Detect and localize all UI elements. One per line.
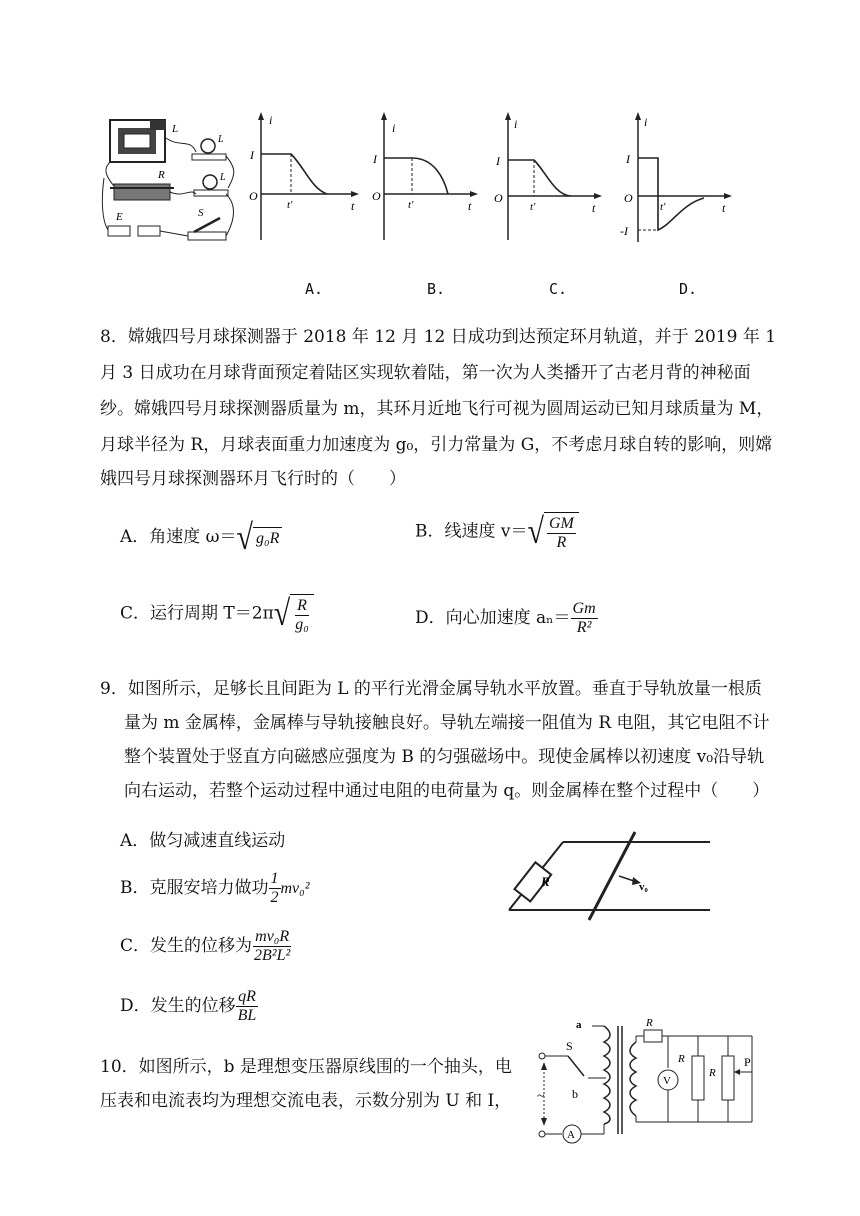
switch-label-s: S [566, 1039, 573, 1053]
q8-text-line-3: 纱。嫦娥四号月球探测器质量为 m，其环月近地飞行可视为圆周运动已知月球质量为 M， [100, 399, 774, 419]
resistor-label-r3: R [709, 1067, 716, 1079]
circuit-label-S: S [198, 207, 204, 219]
svg-text:i: i [269, 113, 273, 127]
svg-text:I: I [373, 152, 377, 166]
q9-rail-figure [505, 826, 715, 926]
ammeter-label: A [567, 1129, 575, 1141]
tap-label-a: a [576, 1019, 582, 1031]
svg-text:I: I [626, 152, 630, 166]
svg-text:-I: -I [620, 224, 628, 238]
svg-text:t': t' [660, 201, 666, 213]
option-label-b: B. [427, 280, 446, 298]
svg-text:O: O [624, 191, 633, 205]
option-label-c: C. [549, 280, 568, 298]
svg-text:O: O [249, 189, 258, 203]
circuit-label-R: R [158, 169, 165, 181]
q9-option-d: D．发生的位移 $\frac{qR}{BL}$ [120, 988, 257, 1024]
q9-text-line-2: 量为 m 金属棒，金属棒与导轨接触良好。导轨左端接一阻值为 R 电阻，其它电阻不计 [124, 713, 770, 733]
ac-source-label: ~ [537, 1089, 545, 1104]
svg-text:t: t [722, 201, 726, 215]
q8-text-line-2: 月 3 日成功在月球背面预定着陆区实现软着陆，第一次为人类播开了古老月背的神秘面 [100, 363, 751, 383]
q8-text-line-4: 月球半径为 R，月球表面重力加速度为 g₀，引力常量为 G，不考虑月球自转的影响，则嫦 [100, 435, 773, 455]
graph-a [245, 108, 360, 248]
q9-option-c: C．发生的位移为 $\frac{\text{mv₀R}}{\text{2B²L²}}$ [120, 928, 291, 964]
svg-text:I: I [496, 154, 500, 168]
svg-text:i: i [514, 117, 518, 131]
svg-text:O: O [494, 191, 503, 205]
circuit-label-L: L [172, 123, 179, 135]
graph-d [620, 108, 735, 248]
svg-text:t': t' [408, 199, 414, 211]
q10-transformer-figure [532, 1012, 772, 1147]
resistor-label-r1: R [646, 1017, 653, 1029]
q9-text-line-4: 向右运动，若整个运动过程中通过电阻的电荷量为 q。则金属棒在整个过程中（ ） [124, 781, 770, 801]
svg-text:O: O [372, 189, 381, 203]
svg-text:i: i [392, 121, 396, 135]
q8-text-line-1: 8．嫦娥四号月球探测器于 2018 年 12 月 12 日成功到达预定环月轨道，并于 2019 年 1 [100, 327, 777, 347]
svg-text:I: I [250, 148, 254, 162]
svg-text:t': t' [530, 201, 536, 213]
resistor-label-r2: R [678, 1053, 685, 1065]
q8-option-a: A．角速度 ω＝ √ g₀R [120, 522, 282, 553]
q8-option-d: D．向心加速度 aₙ＝ $\frac{Gm}{\text{R²}}$ [415, 600, 596, 636]
svg-text:t': t' [287, 199, 293, 211]
q8-text-line-5: 娥四号月球探测器环月飞行时的（ ） [100, 469, 406, 489]
circuit-label-L1: L [218, 134, 224, 145]
voltmeter-label: V [663, 1075, 671, 1087]
svg-text:i: i [644, 115, 648, 129]
graph-b [368, 108, 483, 248]
q8-option-c: C．运行周期 T＝2π √ $\frac{R}{\text{g₀}}$ [120, 594, 314, 634]
q9-text-line-1: 9．如图所示，足够长且间距为 L 的平行光滑金属导轨水平放置。垂直于导轨放量一根质 [100, 679, 762, 699]
circuit-label-E: E [116, 211, 123, 223]
q7-circuit-figure [100, 108, 240, 248]
q9-option-a: A．做匀减速直线运动 [120, 831, 286, 851]
q10-text-line-2: 压表和电流表均为理想交流电表，示数分别为 U 和 I， [100, 1091, 512, 1111]
q9-text-line-3: 整个装置处于竖直方向磁感应强度为 B 的匀强磁场中。现使金属棒以初速度 v₀沿导轨 [124, 747, 765, 767]
q9-option-b: B．克服安培力做功 $\frac{1}{2}$ mv₀² [120, 870, 310, 906]
circuit-label-L2: L [220, 172, 226, 183]
tap-label-b: b [572, 1087, 578, 1101]
resistor-label: R [541, 874, 550, 889]
svg-text:t: t [592, 201, 596, 215]
svg-text:t: t [468, 199, 472, 213]
option-label-a: A. [305, 280, 324, 298]
graph-c [490, 108, 605, 248]
option-label-d: D. [679, 280, 698, 298]
q10-text-line-1: 10．如图所示，b 是理想变压器原线围的一个抽头，电 [100, 1057, 512, 1077]
velocity-label: v₀ [639, 881, 648, 893]
svg-text:t: t [351, 199, 355, 213]
slider-label-p: P [744, 1055, 751, 1069]
q8-option-b: B．线速度 v＝ √ $\frac{GM}{R}$ [415, 512, 579, 552]
